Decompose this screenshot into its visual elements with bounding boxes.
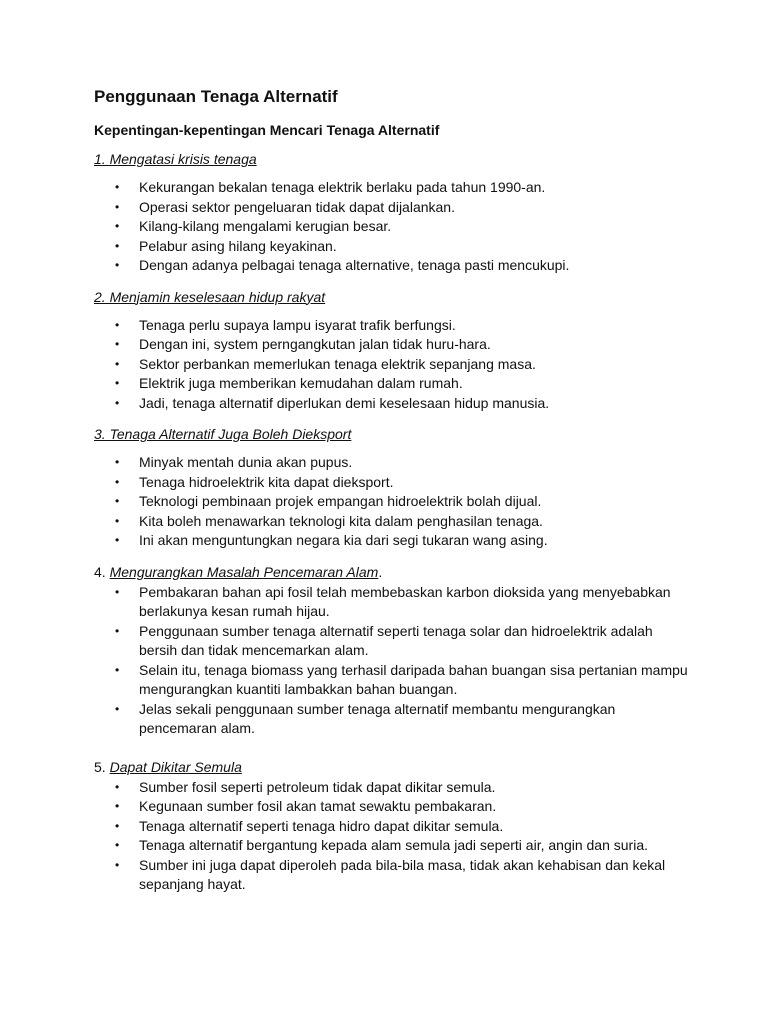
bullet-icon: • [115,533,120,547]
list-item-text: Elektrik juga memberikan kemudahan dalam rumah. [139,375,463,391]
list-item-text: Selain itu, tenaga biomass yang terhasil daripada bahan buangan sisa pertanian mampu mengurangkan kuantiti lambakkan bahan buangan. [139,661,688,697]
bullet-icon: • [115,180,120,194]
list-item [94,178,688,198]
list-item-text: Kilang-kilang mengalami kerugian besar. [139,218,392,234]
bullet-list [94,453,688,551]
list-item [94,256,688,276]
list-item [94,335,688,355]
list-item-text: Dengan ini, system perngangkutan jalan tidak huru-hara. [139,336,491,352]
list-item-text: Pembakaran bahan api fosil telah membebaskan karbon dioksida yang menyebabkan berlakunya kesan rumah hijau. [139,583,671,619]
list-item [94,394,688,414]
bullet-list [94,778,688,895]
list-item [94,473,688,493]
list-item-text: Jadi, tenaga alternatif diperlukan demi keselesaan hidup manusia. [139,394,550,411]
bullet-icon: • [115,584,120,599]
bullet-icon: • [115,356,120,371]
list-item [94,856,688,895]
list-item [94,817,688,837]
bullet-list [94,316,688,414]
list-item-text: Tenaga perlu supaya lampu isyarat trafik berfungsi. [139,316,456,333]
list-item-text: Teknologi pembinaan projek empangan hidroelektrik bolah dijual. [139,493,542,509]
section-dikitar-semula [94,758,688,895]
bullet-icon: • [115,258,120,272]
bullet-icon: • [115,857,120,872]
list-item-text: Operasi sektor pengeluaran tidak dapat dijalankan. [139,198,455,215]
bullet-icon: • [115,779,120,794]
section-heading [94,150,688,168]
bullet-list [94,583,688,739]
list-item-text: Kekurangan bekalan tenaga elektrik berlaku pada tahun 1990-an. [139,179,546,195]
list-item [94,622,688,661]
section-heading-text: 2. Menjamin keselesaan hidup rakyat [94,288,326,305]
document-title: Penggunaan Tenaga Alternatif [94,87,338,106]
list-item-text: Kita boleh menawarkan teknologi kita dalam penghasilan tenaga. [139,512,543,529]
list-item-text: Tenaga hidroelektrik kita dapat dieksport. [139,473,394,490]
section-number: 4. [94,563,106,580]
section-heading-text: Mengurangkan Masalah Pencemaran Alam [109,563,379,580]
list-item-text: Jelas sekali penggunaan sumber tenaga alternatif membantu mengurangkan pencemaran alam. [139,700,616,736]
section-krisis-tenaga [94,150,688,276]
list-item [94,661,688,700]
list-item [94,778,688,798]
list-item [94,198,688,218]
document-subtitle: Kepentingan-kepentingan Mencari Tenaga Alternatif [94,122,440,138]
section-heading-text: 3. Tenaga Alternatif Juga Boleh Dieksport [94,426,352,442]
list-item-text: Penggunaan sumber tenaga alternatif seperti tenaga solar dan hidroelektrik adalah bersih dan tidak mencemarkan alam. [139,622,653,658]
list-item [94,512,688,532]
bullet-icon: • [115,199,120,214]
section-number: 5. [94,758,106,775]
section-keselesaan-hidup [94,288,688,414]
list-item-text: Tenaga alternatif bergantung kepada alam semula jadi seperti air, angin dan suria. [139,837,648,853]
list-item-text: Sumber ini juga dapat diperoleh pada bila-bila masa, tidak akan kehabisan dan kekal sepanjang hayat. [139,856,666,892]
bullet-icon: • [115,317,120,332]
bullet-icon: • [115,376,120,390]
bullet-icon: • [115,494,120,508]
list-item-text: Ini akan menguntungkan negara kia dari segi tukaran wang asing. [139,532,548,548]
list-item [94,453,688,473]
list-item [94,237,688,257]
section-heading [94,563,688,581]
section-pencemaran-alam [94,563,688,739]
list-item-text: Sektor perbankan memerlukan tenaga elektrik sepanjang masa. [139,355,536,372]
bullet-icon: • [115,623,120,638]
bullet-icon: • [115,455,120,469]
list-item [94,797,688,817]
bullet-icon: • [115,395,120,410]
section-heading [94,288,688,306]
bullet-icon: • [115,662,120,677]
section-boleh-dieksport [94,425,688,551]
bullet-list [94,178,688,276]
list-item-text: Dengan adanya pelbagai tenaga alternative, tenaga pasti mencukupi. [139,257,570,273]
list-item [94,700,688,739]
bullet-icon: • [115,513,120,528]
list-item [94,531,688,551]
bullet-icon: • [115,337,120,351]
list-item-text: Kegunaan sumber fosil akan tamat sewaktu pembakaran. [139,798,497,814]
bullet-icon: • [115,838,120,852]
list-item [94,217,688,237]
list-item-text: Pelabur asing hilang keyakinan. [139,237,337,254]
section-heading [94,758,688,776]
bullet-icon: • [115,799,120,813]
list-item [94,316,688,336]
list-item [94,836,688,856]
bullet-icon: • [115,219,120,233]
section-heading-text: Dapat Dikitar Semula [109,758,242,775]
bullet-icon: • [115,701,120,716]
bullet-icon: • [115,238,120,253]
section-heading-text: 1. Mengatasi krisis tenaga [94,151,257,167]
list-item-text: Tenaga alternatif seperti tenaga hidro dapat dikitar semula. [139,817,504,834]
list-item [94,583,688,622]
bullet-icon: • [115,818,120,833]
bullet-icon: • [115,474,120,489]
list-item [94,374,688,394]
list-item [94,492,688,512]
list-item-text: Minyak mentah dunia akan pupus. [139,454,353,470]
list-item [94,355,688,375]
list-item-text: Sumber fosil seperti petroleum tidak dapat dikitar semula. [139,778,496,795]
section-heading [94,425,688,443]
section-heading-suffix: . [378,563,383,580]
